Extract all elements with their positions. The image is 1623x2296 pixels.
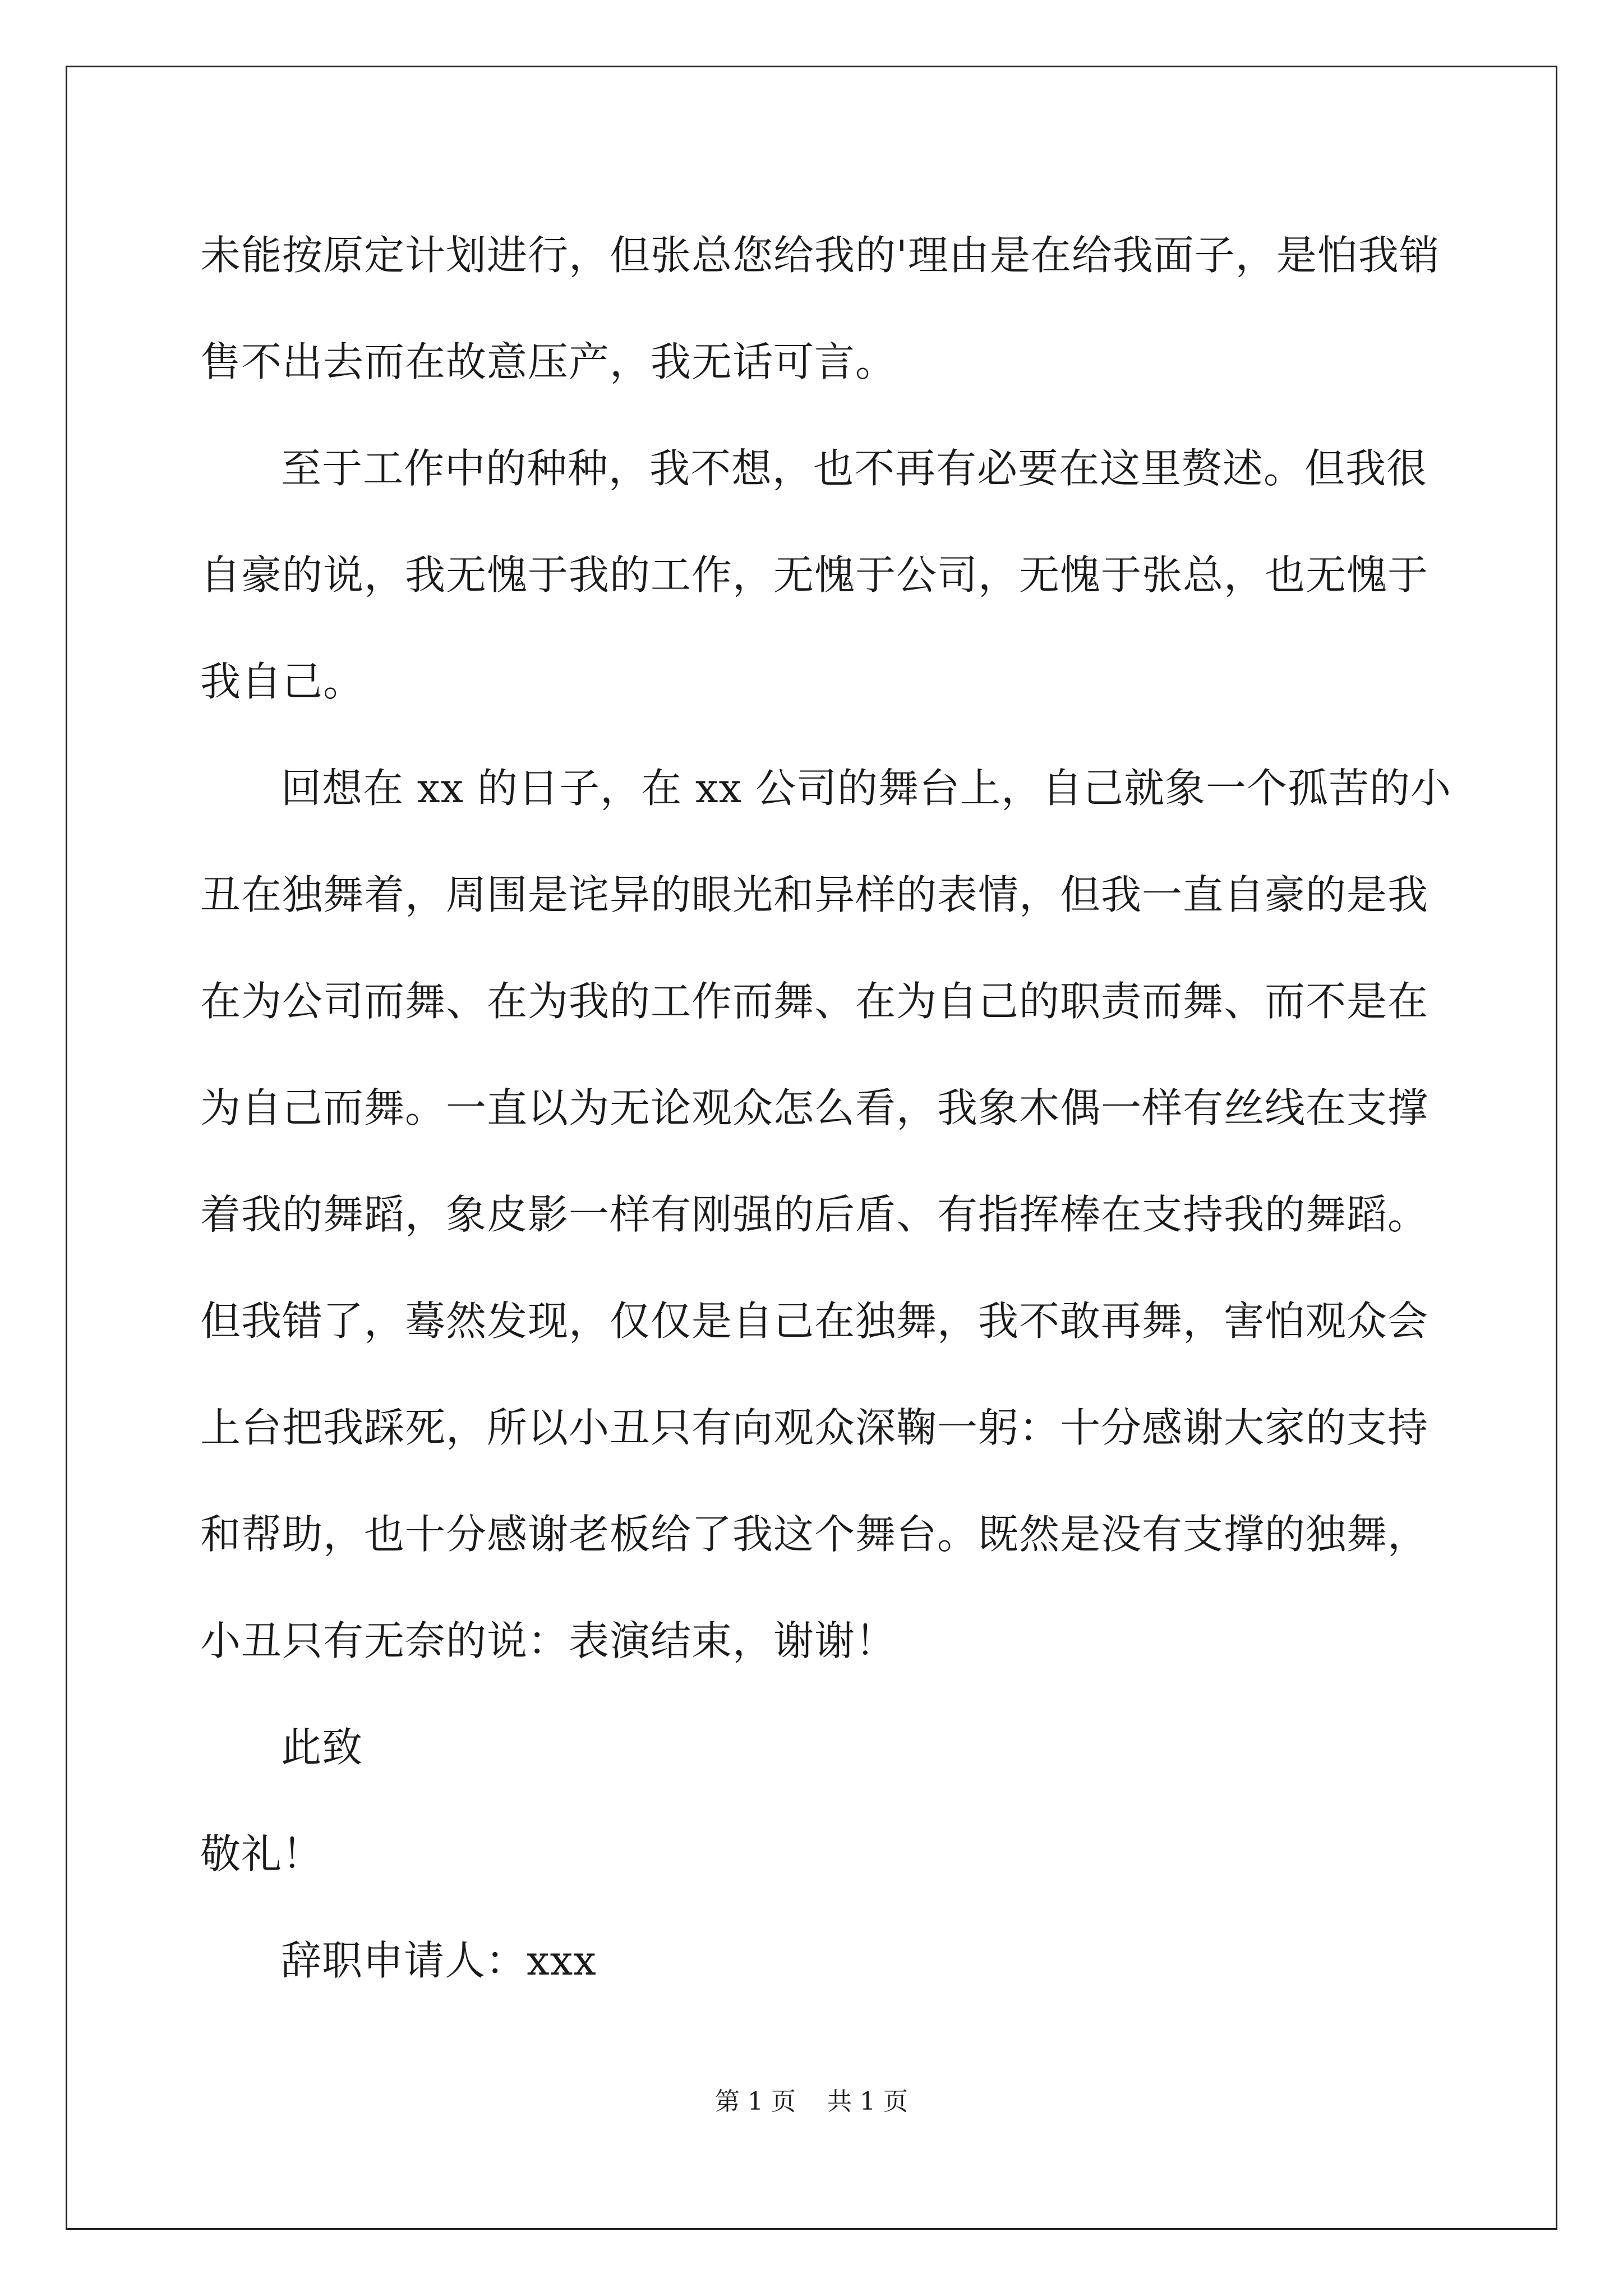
closing-regards: 敬礼！: [200, 1830, 324, 1878]
text-line: 我自己。: [200, 658, 365, 705]
letter-body: [200, 202, 1451, 2014]
text-line: 但我错了，蓦然发现，仅仅是自己在独舞，我不敢再舞，害怕观众会: [200, 1297, 1429, 1345]
text-line: 在为公司而舞、在为我的工作而舞、在为自己的职责而舞、而不是在: [200, 978, 1429, 1025]
text-line: 丑在独舞着，周围是诧异的眼光和异样的表情，但我一直自豪的是我: [200, 871, 1429, 918]
text-line: 至于工作中的种种，我不想，也不再有必要在这里赘述。但我很: [281, 445, 1428, 492]
signature-line: 辞职申请人：xxx: [281, 1937, 597, 1984]
page-number: 第 1 页: [715, 2087, 796, 2116]
text-line: 未能按原定计划进行，但张总您给我的'理由是在给我面子，是怕我销: [200, 232, 1440, 279]
page-footer: [0, 2085, 1623, 2119]
page-total: 共 1 页: [827, 2087, 908, 2116]
text-line: 回想在 xx 的日子，在 xx 公司的舞台上，自己就象一个孤苦的小: [281, 765, 1451, 812]
text-line: 和帮助，也十分感谢老板给了我这个舞台。既然是没有支撑的独舞，: [200, 1511, 1429, 1558]
text-line: 为自己而舞。一直以为无论观众怎么看，我象木偶一样有丝线在支撑: [200, 1084, 1429, 1131]
text-line: 小丑只有无奈的说：表演结束，谢谢！: [200, 1617, 897, 1664]
text-line: 自豪的说，我无愧于我的工作，无愧于公司，无愧于张总，也无愧于: [200, 551, 1429, 599]
text-line: 上台把我踩死，所以小丑只有向观众深鞠一躬：十分感谢大家的支持: [200, 1404, 1429, 1451]
text-line: 着我的舞蹈，象皮影一样有刚强的后盾、有指挥棒在支持我的舞蹈。: [200, 1191, 1429, 1238]
closing-salutation: 此致: [281, 1724, 363, 1771]
text-line: 售不出去而在故意压产，我无话可言。: [200, 338, 897, 385]
